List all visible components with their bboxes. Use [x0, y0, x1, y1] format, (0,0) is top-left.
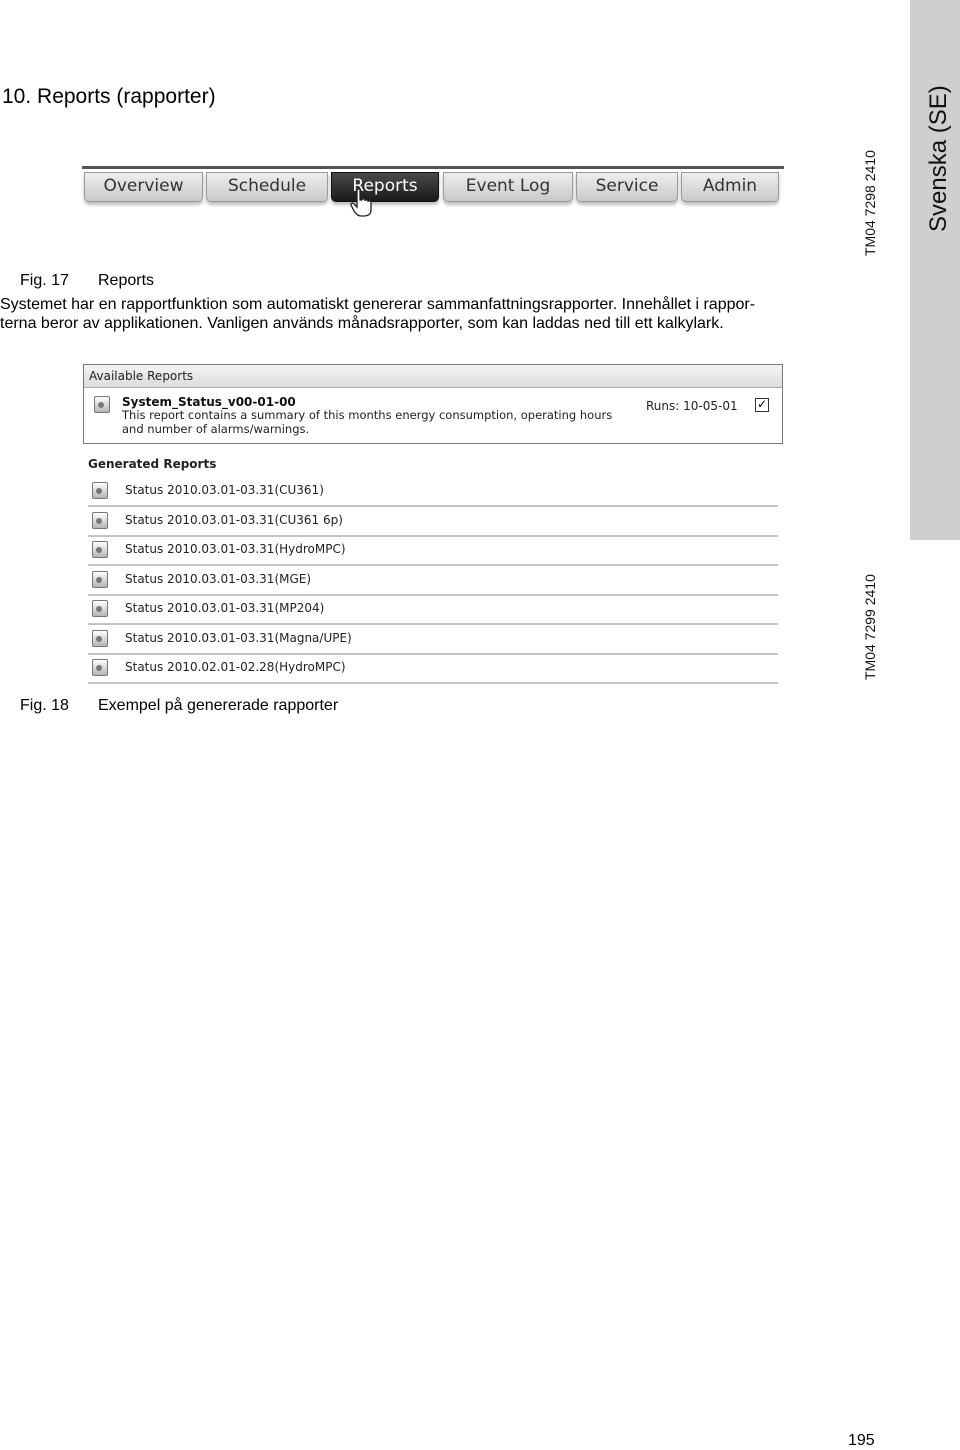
figure-17-number: Fig. 17 [20, 272, 69, 289]
tab-admin[interactable]: Admin [681, 172, 779, 202]
language-label: Svenska (SE) [925, 85, 952, 232]
generated-reports-header: Generated Reports [88, 457, 217, 471]
generated-report-row[interactable] [88, 594, 778, 625]
generated-report-row[interactable] [88, 565, 778, 596]
report-document-icon [92, 512, 108, 529]
generated-report-row[interactable] [88, 535, 778, 566]
report-description: This report contains a summary of this months energy consumption, operating hours and number of alarms/warnings. [122, 408, 613, 436]
available-reports-header: Available Reports [84, 365, 782, 388]
generated-report-label: Status 2010.03.01-03.31(MGE) [125, 572, 312, 586]
report-document-icon[interactable] [94, 396, 110, 413]
report-document-icon [92, 541, 108, 558]
generated-report-row[interactable] [88, 476, 778, 507]
report-document-icon [92, 482, 108, 499]
body-paragraph [0, 295, 860, 333]
page-number: 195 [848, 1432, 875, 1449]
generated-report-label: Status 2010.02.01-02.28(HydroMPC) [125, 660, 346, 674]
hand-cursor-icon [350, 188, 374, 218]
section-title: 10. Reports (rapporter) [2, 85, 216, 108]
report-runs: Runs: 10-05-01 [646, 399, 738, 413]
report-document-icon [92, 630, 108, 647]
generated-report-row[interactable] [88, 653, 778, 684]
tab-event-log[interactable]: Event Log [443, 172, 573, 202]
available-reports-panel [83, 364, 783, 444]
nav-bar-figure [82, 166, 784, 209]
figure-17-code: TM04 7298 2410 [862, 150, 878, 256]
tab-schedule[interactable]: Schedule [206, 172, 328, 202]
figure-18-caption: Exempel på genererade rapporter [98, 697, 339, 714]
tab-overview[interactable]: Overview [84, 172, 203, 202]
report-document-icon [92, 571, 108, 588]
generated-report-row[interactable] [88, 624, 778, 655]
language-side-tab [910, 0, 960, 540]
figure-18-code: TM04 7299 2410 [862, 574, 878, 680]
generated-report-label: Status 2010.03.01-03.31(MP204) [125, 601, 325, 615]
body-line: terna beror av applikationen. Vanligen används månadsrapporter, som kan laddas ned till ett kalkylark. [0, 315, 724, 332]
generated-report-label: Status 2010.03.01-03.31(HydroMPC) [125, 542, 346, 556]
generated-report-label: Status 2010.03.01-03.31(CU361 6p) [125, 513, 343, 527]
generated-report-label: Status 2010.03.01-03.31(Magna/UPE) [125, 631, 352, 645]
generated-report-row[interactable] [88, 506, 778, 537]
tab-reports[interactable]: Reports [331, 172, 439, 202]
figure-18-number: Fig. 18 [20, 697, 69, 714]
report-name[interactable]: System_Status_v00-01-00 [122, 395, 296, 409]
tab-service[interactable]: Service [576, 172, 678, 202]
report-document-icon [92, 659, 108, 676]
figure-17-caption: Reports [98, 272, 155, 289]
generated-report-label: Status 2010.03.01-03.31(CU361) [125, 483, 324, 497]
report-document-icon [92, 600, 108, 617]
body-line: Systemet har en rapportfunktion som automatiskt genererar sammanfattningsrapporter. Innehållet i rappor- [0, 296, 756, 313]
report-enabled-checkbox[interactable]: ✓ [756, 397, 768, 411]
